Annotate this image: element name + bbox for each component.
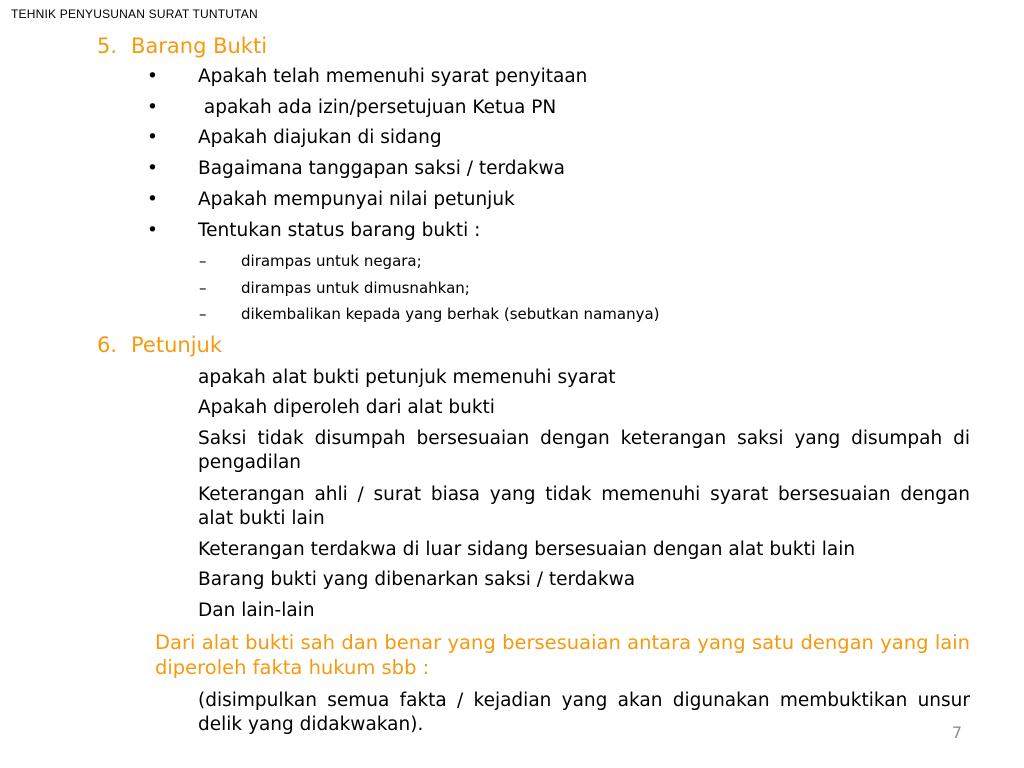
- section-title: Petunjuk: [131, 333, 222, 357]
- bullet-text: apakah ada izin/persetujuan Ketua PN: [198, 97, 557, 118]
- bullet-marker: •: [147, 97, 158, 118]
- section-heading-barang-bukti: [97, 34, 267, 58]
- dash-marker: –: [199, 252, 207, 270]
- page-number: 7: [951, 723, 962, 742]
- dash-marker: –: [199, 305, 207, 323]
- sub-item-text: dirampas untuk negara;: [241, 252, 422, 270]
- bullet-text: Bagaimana tanggapan saksi / terdakwa: [198, 158, 566, 179]
- bullet-marker: •: [147, 66, 158, 87]
- section-title: Barang Bukti: [131, 34, 268, 58]
- conclusion-note: (disimpulkan semua fakta / kejadian yang akan digunakan membuktikan unsur delik yang didakwakan).: [198, 690, 970, 735]
- petunjuk-paragraph: Keterangan ahli / surat biasa yang tidak memenuhi syarat bersesuaian dengan alat bukti lain: [198, 484, 970, 529]
- petunjuk-paragraph: Keterangan terdakwa di luar sidang bersesuaian dengan alat bukti lain: [198, 539, 856, 560]
- sub-item-text: dikembalikan kepada yang berhak (sebutkan namanya): [241, 305, 660, 323]
- petunjuk-paragraph: apakah alat bukti petunjuk memenuhi syarat: [198, 367, 616, 388]
- bullet-text: Apakah diajukan di sidang: [198, 127, 442, 148]
- petunjuk-paragraph: Barang bukti yang dibenarkan saksi / terdakwa: [198, 569, 636, 590]
- bullet-text: Apakah mempunyai nilai petunjuk: [198, 189, 515, 210]
- dash-marker: –: [199, 279, 207, 297]
- bullet-text: Tentukan status barang bukti :: [198, 220, 481, 241]
- sub-item-text: dirampas untuk dimusnahkan;: [241, 279, 470, 297]
- section-number: 6.: [97, 333, 118, 357]
- bullet-marker: •: [147, 189, 158, 210]
- bullet-marker: •: [147, 158, 158, 179]
- petunjuk-paragraph: Saksi tidak disumpah bersesuaian dengan keterangan saksi yang disumpah di pengadilan: [198, 428, 970, 473]
- bullet-text: Apakah telah memenuhi syarat penyitaan: [198, 66, 588, 87]
- petunjuk-paragraph: Apakah diperoleh dari alat bukti: [198, 397, 495, 418]
- slide-header-title: TEHNIK PENYUSUNAN SURAT TUNTUTAN: [11, 7, 258, 21]
- conclusion-statement: Dari alat bukti sah dan benar yang bersesuaian antara yang satu dengan yang lain diperoleh fakta hukum sbb :: [155, 631, 970, 679]
- bullet-marker: •: [147, 220, 158, 241]
- section-heading-petunjuk: [97, 333, 222, 357]
- petunjuk-paragraph: Dan lain-lain: [198, 600, 315, 621]
- section-number: 5.: [97, 34, 118, 58]
- bullet-marker: •: [147, 127, 158, 148]
